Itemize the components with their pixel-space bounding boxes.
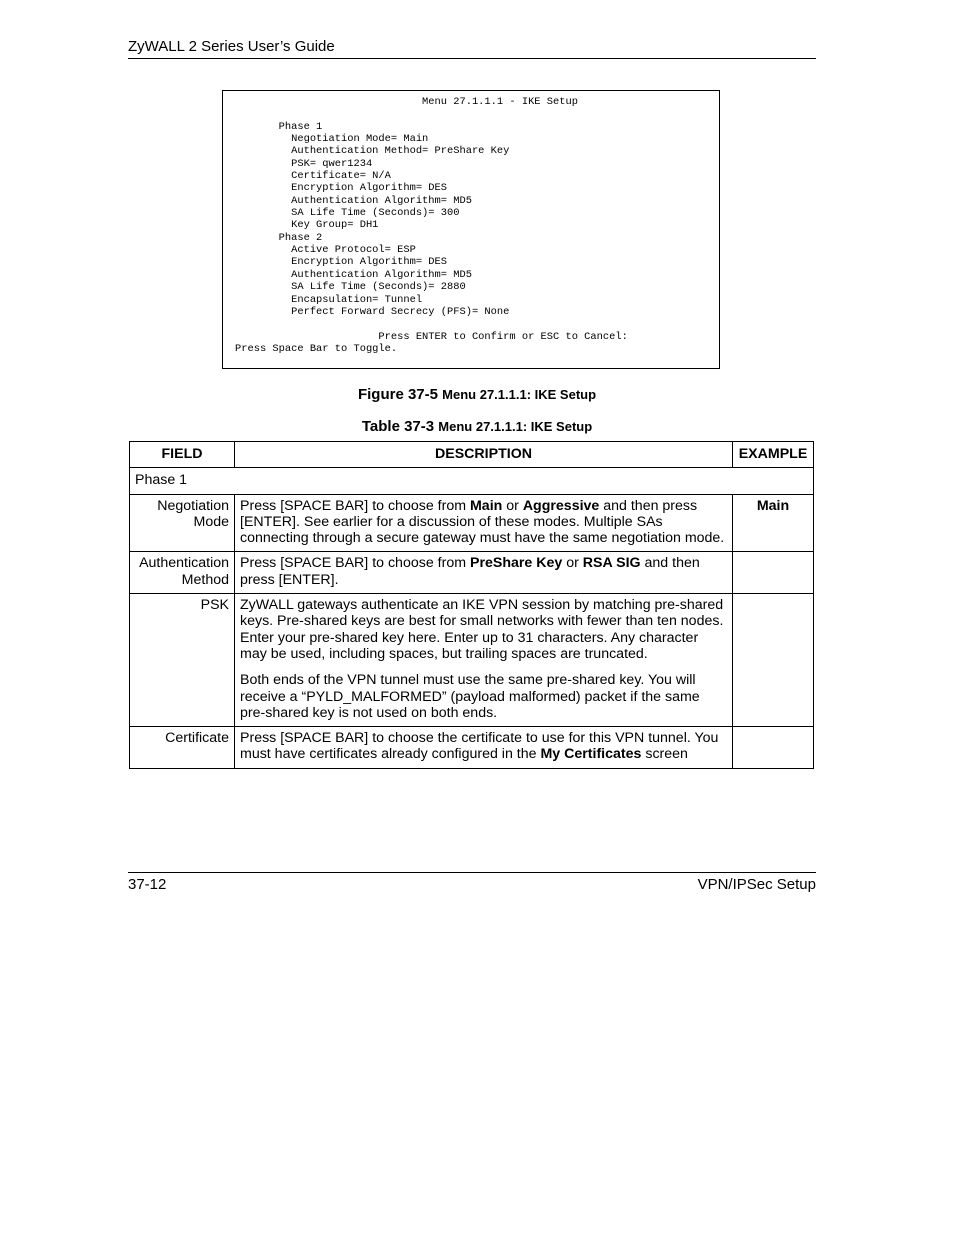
- desc-text: and then press [ENTER].: [240, 555, 700, 588]
- header-title: ZyWALL 2 Series User’s Guide: [128, 38, 335, 55]
- figure-number: Figure 37-5: [357, 386, 438, 403]
- section-name: VPN/IPSec Setup: [697, 876, 816, 893]
- section-row-phase1: [130, 468, 814, 494]
- screen-text: Menu 27.1.1.1 - IKE Setup Phase 1 Negotiation Mode= Main Authentication Method= PreShare Key PSK= qwer1234 Certificate= N/A Encryption Algorithm= DES Authentication Algorithm= MD5 SA Life Time (Seconds)= 300 Key Group= DH1 Phase 2 Active Protocol= ESP Encryption Algorithm= DES Authentication Algorithm= MD5 SA Life Time (Seconds)= 2880 Encapsulation= Tunnel Perfect Forward Secrecy (PFS)= None Press ENTER to Confirm or ESC to Cancel: Press Space Bar to Toggle.: [235, 96, 628, 355]
- field-authentication-method: Authentication Method: [130, 552, 235, 594]
- desc-text: and then press [ENTER]. See earlier for a discussion of these modes. Multiple SAs connecting through a secure gateway must have the same negotiation mode.: [240, 497, 725, 547]
- example-psk: [733, 594, 814, 727]
- ike-setup-table: [129, 441, 814, 769]
- page-footer: [128, 872, 816, 895]
- psk-paragraph-1: ZyWALL gateways authenticate an IKE VPN session by matching pre-shared keys. Pre-shared keys are best for small networks with fewer than ten nodes. Enter your pre-shared key here. Enter up to 31 characters. Any character may be used, including spaces, but trailing spaces are truncated.: [240, 597, 724, 662]
- description-psk: [235, 594, 733, 727]
- header-description: DESCRIPTION: [235, 442, 733, 468]
- example-certificate: [733, 727, 814, 769]
- desc-bold: Main: [469, 497, 503, 514]
- ike-setup-screen: [222, 90, 720, 369]
- field-psk: PSK: [130, 594, 235, 727]
- desc-bold: Aggressive: [522, 497, 600, 514]
- table-header-row: [130, 442, 814, 468]
- desc-text: or: [562, 555, 583, 572]
- figure-caption: [0, 386, 954, 403]
- psk-paragraph-2: Both ends of the VPN tunnel must use the same pre-shared key. You will receive a “PYLD_MALFORMED” (payload malformed) packet if the same pre-shared key is not used on both ends.: [240, 672, 700, 721]
- figure-title: Menu 27.1.1.1: IKE Setup: [442, 387, 597, 402]
- desc-text: Press [SPACE BAR] to choose the certificate to use for this VPN tunnel. You must have certificates already configured in the: [240, 730, 719, 763]
- header-field: FIELD: [130, 442, 235, 468]
- table-row: [130, 727, 814, 769]
- desc-bold: RSA SIG: [582, 555, 641, 572]
- page-number: 37-12: [128, 876, 167, 893]
- example-negotiation-mode: Main: [733, 494, 814, 552]
- table-title: Menu 27.1.1.1: IKE Setup: [438, 419, 593, 434]
- header-example: EXAMPLE: [733, 442, 814, 468]
- page-header: [128, 36, 816, 59]
- desc-bold: My Certificates: [540, 746, 642, 763]
- description-certificate: [235, 727, 733, 769]
- desc-text: Press [SPACE BAR] to choose from: [240, 497, 470, 514]
- field-negotiation-mode: Negotiation Mode: [130, 494, 235, 552]
- table-number: Table 37-3: [361, 418, 435, 435]
- field-certificate: Certificate: [130, 727, 235, 769]
- desc-text: screen: [641, 746, 688, 763]
- description-negotiation-mode: [235, 494, 733, 552]
- desc-bold: PreShare Key: [469, 555, 563, 572]
- table-row: [130, 552, 814, 594]
- desc-text: or: [502, 497, 523, 514]
- table-caption: [0, 418, 954, 435]
- table-row: [130, 494, 814, 552]
- example-authentication-method: [733, 552, 814, 594]
- section-label: Phase 1: [130, 468, 814, 494]
- desc-text: Press [SPACE BAR] to choose from: [240, 555, 470, 572]
- description-authentication-method: [235, 552, 733, 594]
- table-row: [130, 594, 814, 727]
